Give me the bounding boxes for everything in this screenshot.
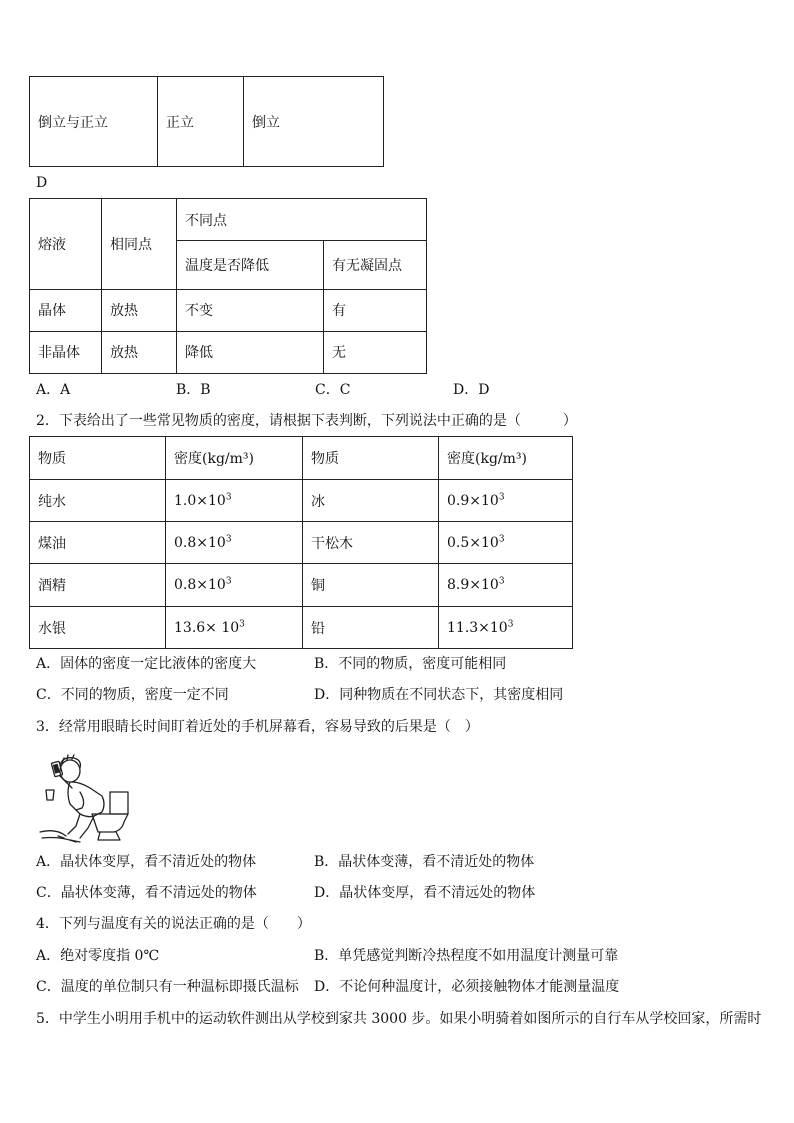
option-a: A．绝对零度指 0℃ (36, 948, 160, 964)
table-cell: 非晶体 (30, 331, 102, 373)
header-cell: 温度是否降低 (177, 241, 324, 289)
option-b: B．不同的物质，密度可能相同 (314, 656, 507, 672)
table-cell: $0.9\times 10^3$ (439, 480, 573, 522)
question-2-stem: 2．下表给出了一些常见物质的密度，请根据下表判断，下列说法中正确的是（ ） (36, 413, 577, 429)
table-cell: $13.6\times 10^3$ (166, 607, 303, 649)
option-d: D．晶状体变厚，看不清远处的物体 (314, 885, 536, 901)
table-cell: 降低 (177, 331, 324, 373)
option-d-label: D (36, 175, 48, 191)
option-c: C．C (315, 382, 351, 398)
question-5-stem: 5．中学生小明用手机中的运动软件测出从学校到家共 3000 步。如果小明骑着如图所示的自行车从学校回家，所需时 (36, 1011, 762, 1027)
table-cell: $0.8\times 10^3$ (166, 522, 303, 564)
option-b: B．晶状体变薄，看不清近处的物体 (314, 854, 535, 870)
option-a: A．固体的密度一定比液体的密度大 (36, 656, 257, 672)
table-cell: 酒精 (30, 564, 166, 607)
option-a: A．A (36, 382, 71, 398)
option-c: C．晶状体变薄，看不清远处的物体 (36, 885, 257, 901)
option-c: C．温度的单位制只有一种温标即摄氏温标 (36, 979, 299, 995)
header-cell: 熔液 (30, 199, 102, 290)
table-cell: $0.5\times 10^3$ (439, 522, 573, 564)
question-3-stem: 3．经常用眼睛长时间盯着近处的手机屏幕看，容易导致的后果是（ ） (36, 719, 479, 735)
table-cell: $8.9\times 10^3$ (439, 564, 573, 607)
table-cell: 煤油 (30, 522, 166, 564)
table-cell: 倒立 (244, 77, 384, 167)
table-cell: 水银 (30, 607, 166, 649)
table-cell: 倒立与正立 (30, 77, 158, 167)
option-b: B．B (176, 382, 211, 398)
table-cell: 铅 (303, 607, 439, 649)
table-cell: 无 (324, 331, 427, 373)
table-cell: 纯水 (30, 480, 166, 522)
option-b: B．单凭感觉判断冷热程度不如用温度计测量可靠 (314, 948, 619, 964)
table-cell: 晶体 (30, 289, 102, 331)
table-cell: $11.3\times 10^3$ (439, 607, 573, 649)
table-cell: 放热 (102, 331, 177, 373)
header-cell: 密度(kg/m³) (439, 437, 573, 480)
table-cell: 正立 (158, 77, 244, 167)
table-cell: 干松木 (303, 522, 439, 564)
header-cell: 相同点 (102, 199, 177, 290)
header-cell: 密度(kg/m³) (166, 437, 303, 480)
option-c: C．不同的物质，密度一定不同 (36, 687, 229, 703)
table-cell: 放热 (102, 289, 177, 331)
question-4-stem: 4．下列与温度有关的说法正确的是（ ） (36, 916, 311, 932)
table-cell: $0.8\times 10^3$ (166, 564, 303, 607)
solidification-table (29, 198, 427, 374)
table-cell: 铜 (303, 564, 439, 607)
table-cell: $1.0\times 10^3$ (166, 480, 303, 522)
header-cell: 物质 (30, 437, 166, 480)
option-d: D．D (453, 382, 490, 398)
option-d: D．同种物质在不同状态下，其密度相同 (314, 687, 564, 703)
image-type-table (29, 76, 384, 167)
header-cell: 物质 (303, 437, 439, 480)
density-table (29, 436, 573, 649)
header-cell: 不同点 (177, 199, 427, 241)
table-cell: 有 (324, 289, 427, 331)
person-using-phone-illustration (36, 752, 136, 844)
header-cell: 有无凝固点 (324, 241, 427, 289)
option-d: D．不论何种温度计，必须接触物体才能测量温度 (314, 979, 620, 995)
option-a: A．晶状体变厚，看不清近处的物体 (36, 854, 257, 870)
table-cell: 冰 (303, 480, 439, 522)
table-cell: 不变 (177, 289, 324, 331)
